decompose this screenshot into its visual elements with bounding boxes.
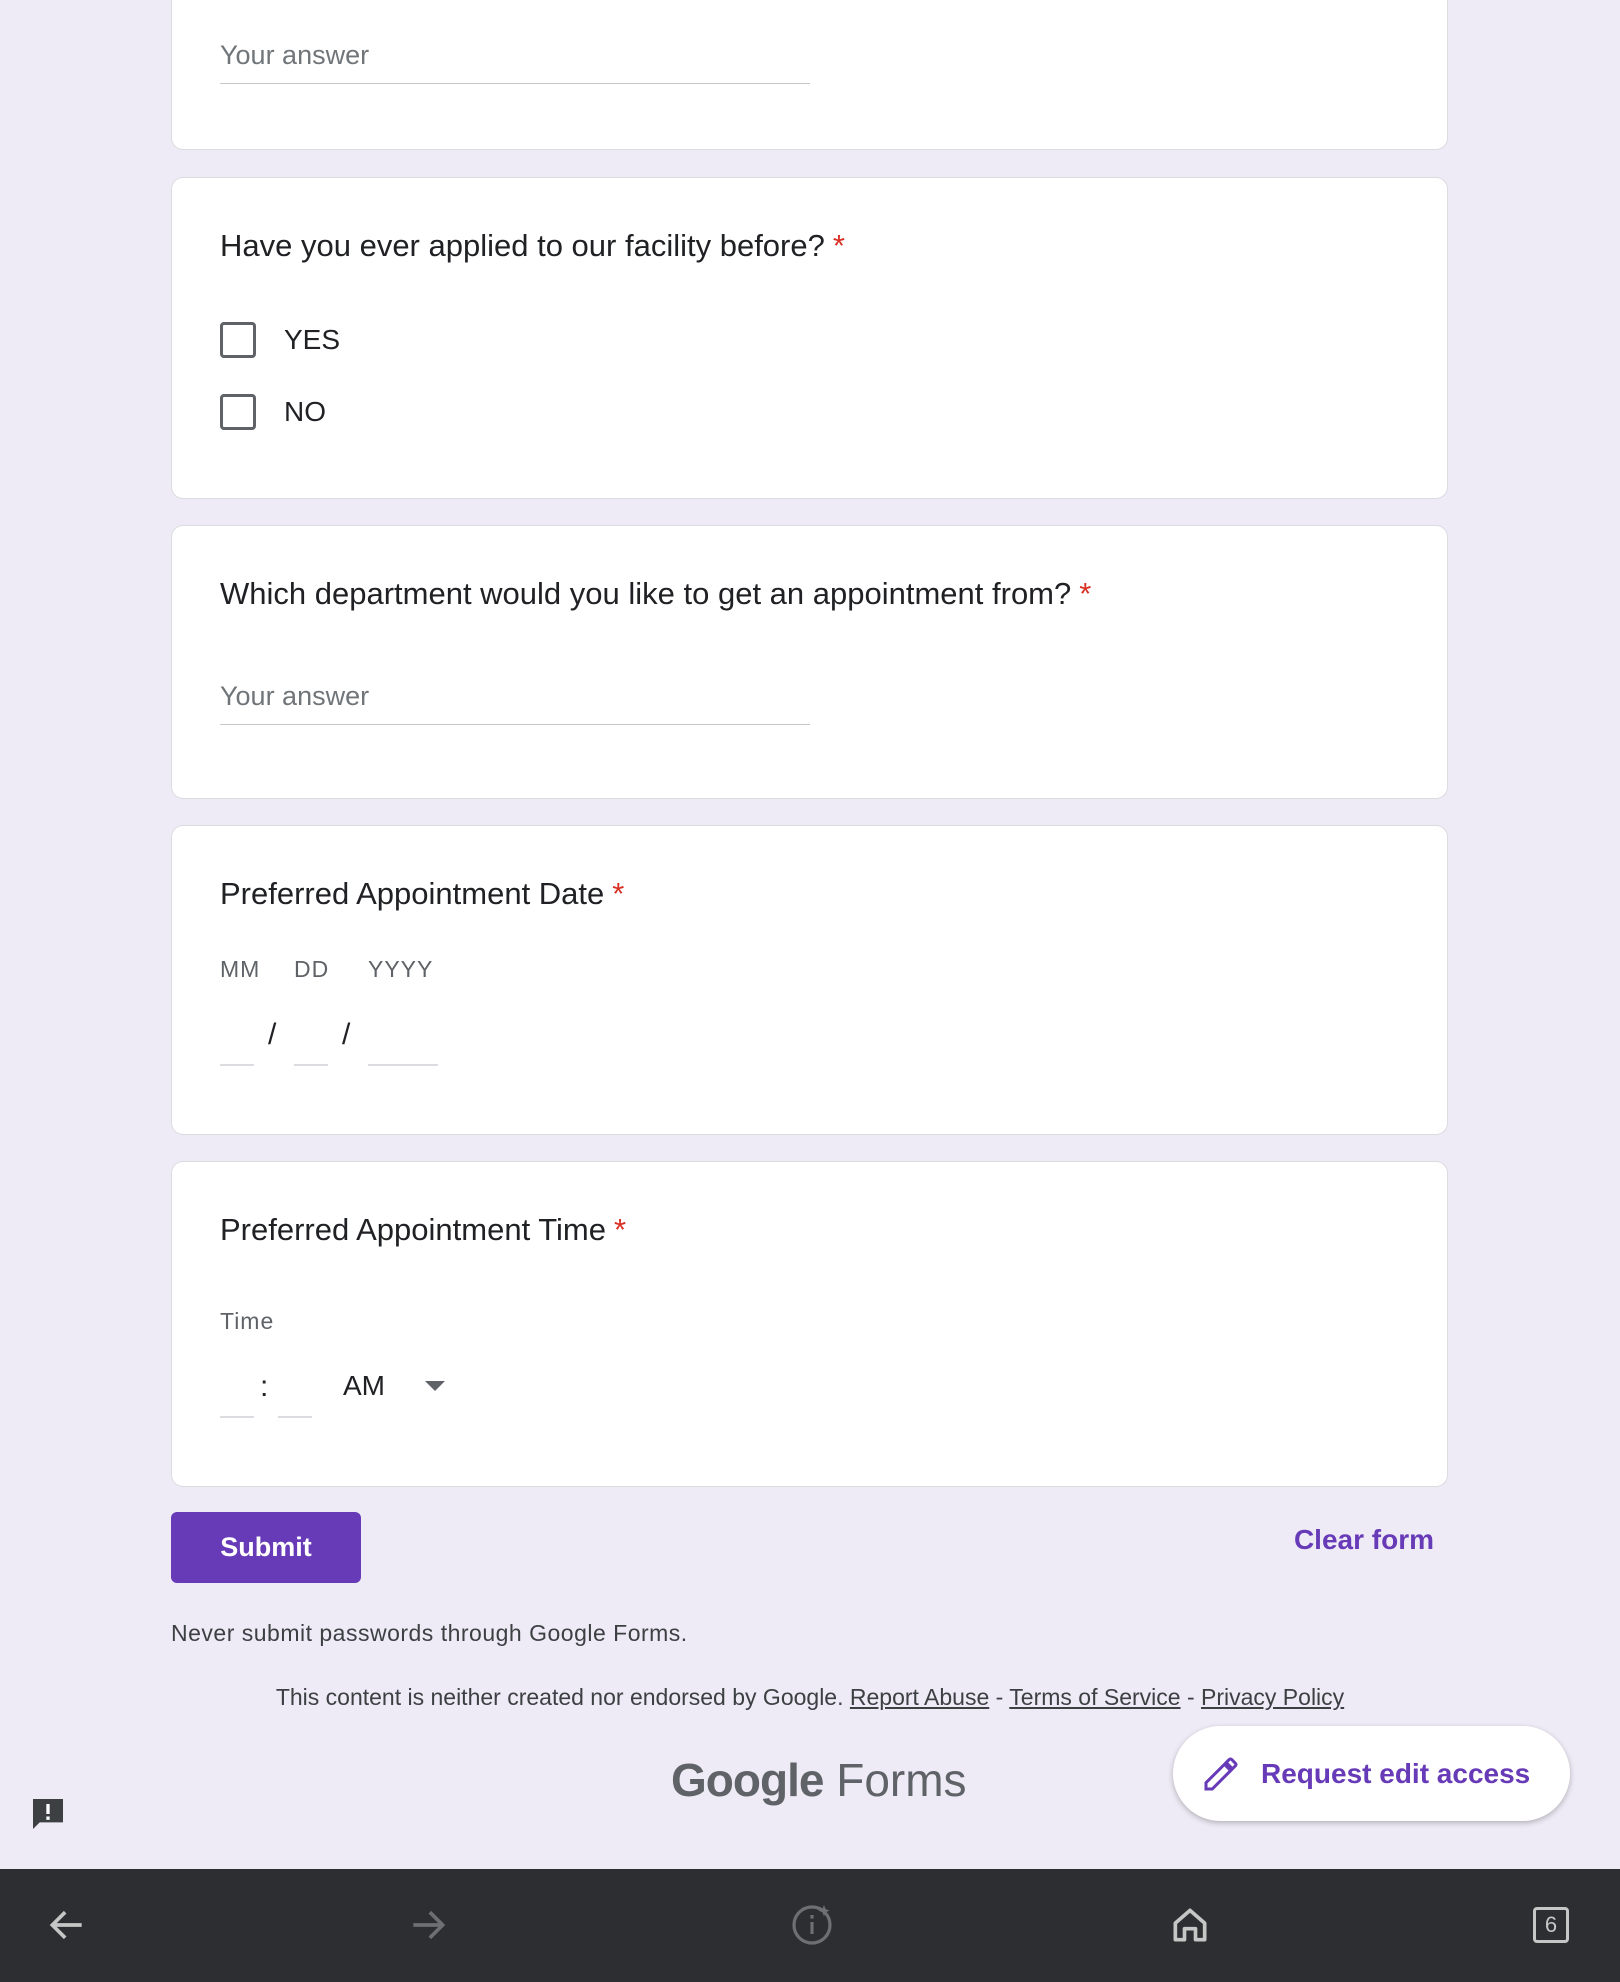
card-appointment-time (171, 1161, 1448, 1487)
year-input[interactable] (368, 1064, 438, 1066)
question-title (220, 876, 624, 912)
month-label: MM (220, 956, 261, 982)
question-title-text: Preferred Appointment Time (220, 1212, 606, 1247)
report-abuse-link[interactable]: Report Abuse (849, 1684, 990, 1710)
question-title (220, 1212, 626, 1248)
card-department (171, 525, 1448, 799)
required-asterisk: * (832, 228, 845, 263)
option-no-label: NO (284, 396, 326, 427)
brand-forms: Forms (836, 1754, 967, 1806)
brand-google: Google (671, 1754, 824, 1806)
minute-input[interactable] (278, 1416, 312, 1418)
browser-navbar (0, 1869, 1620, 1982)
back-arrow-icon (45, 1903, 89, 1947)
submit-button[interactable]: Submit (171, 1512, 361, 1583)
home-button[interactable] (1162, 1897, 1218, 1953)
card-applied-before (171, 177, 1448, 499)
checkbox-yes[interactable] (220, 322, 256, 358)
request-edit-access-label: Request edit access (1261, 1757, 1531, 1789)
footer-dash: - (995, 1684, 1004, 1710)
question-title-text: Preferred Appointment Date (220, 876, 605, 911)
footer-dash: - (1186, 1684, 1195, 1710)
option-no[interactable] (220, 392, 326, 432)
dropdown-arrow-icon (423, 1379, 447, 1393)
hour-input[interactable] (220, 1416, 254, 1418)
footer-disclaimer (0, 1684, 1620, 1711)
tabs-count-box (1533, 1907, 1569, 1943)
clear-form-button[interactable]: Clear form (1293, 1524, 1434, 1555)
question-title (220, 228, 845, 264)
card-appointment-date (171, 825, 1448, 1135)
time-label: Time (220, 1308, 275, 1334)
report-icon[interactable] (28, 1794, 68, 1834)
privacy-link[interactable]: Privacy Policy (1201, 1684, 1345, 1710)
disclaimer-text: This content is neither created nor endorsed by Google. (275, 1684, 844, 1710)
request-edit-access-button[interactable] (1173, 1726, 1570, 1821)
card-previous-question (171, 0, 1448, 150)
option-yes[interactable] (220, 320, 340, 360)
day-input[interactable] (294, 1064, 328, 1066)
question-title-text: Which department would you like to get an appointment from? (220, 576, 1072, 611)
page-info-button[interactable] (784, 1897, 840, 1953)
date-separator: / (268, 1018, 277, 1051)
month-input[interactable] (220, 1064, 254, 1066)
question-title (220, 576, 1091, 612)
forward-arrow-icon (406, 1903, 450, 1947)
department-answer-input[interactable] (220, 676, 810, 725)
back-button[interactable] (39, 1897, 95, 1953)
year-label: YYYY (368, 956, 434, 982)
previous-answer-placeholder: Your answer (220, 40, 370, 70)
home-icon (1168, 1903, 1212, 1947)
forward-button[interactable] (400, 1897, 456, 1953)
terms-link[interactable]: Terms of Service (1009, 1684, 1181, 1710)
time-separator: : (260, 1370, 269, 1403)
date-separator: / (342, 1018, 351, 1051)
ampm-value: AM (343, 1370, 385, 1401)
required-asterisk: * (1079, 576, 1092, 611)
previous-answer-input[interactable] (220, 35, 810, 84)
checkbox-no[interactable] (220, 394, 256, 430)
google-forms-logo[interactable] (671, 1753, 967, 1807)
required-asterisk: * (612, 876, 625, 911)
question-title-text: Have you ever applied to our facility before? (220, 228, 825, 263)
pencil-icon (1201, 1754, 1241, 1794)
ampm-select[interactable] (343, 1370, 447, 1402)
option-yes-label: YES (284, 324, 341, 355)
required-asterisk: * (613, 1212, 627, 1247)
password-warning: Never submit passwords through Google Forms. (171, 1620, 688, 1646)
day-label: DD (294, 956, 330, 982)
info-sparkle-icon (788, 1901, 836, 1949)
tabs-count: 6 (1544, 1912, 1558, 1937)
tabs-button[interactable] (1523, 1897, 1579, 1953)
department-answer-placeholder: Your answer (220, 681, 370, 711)
